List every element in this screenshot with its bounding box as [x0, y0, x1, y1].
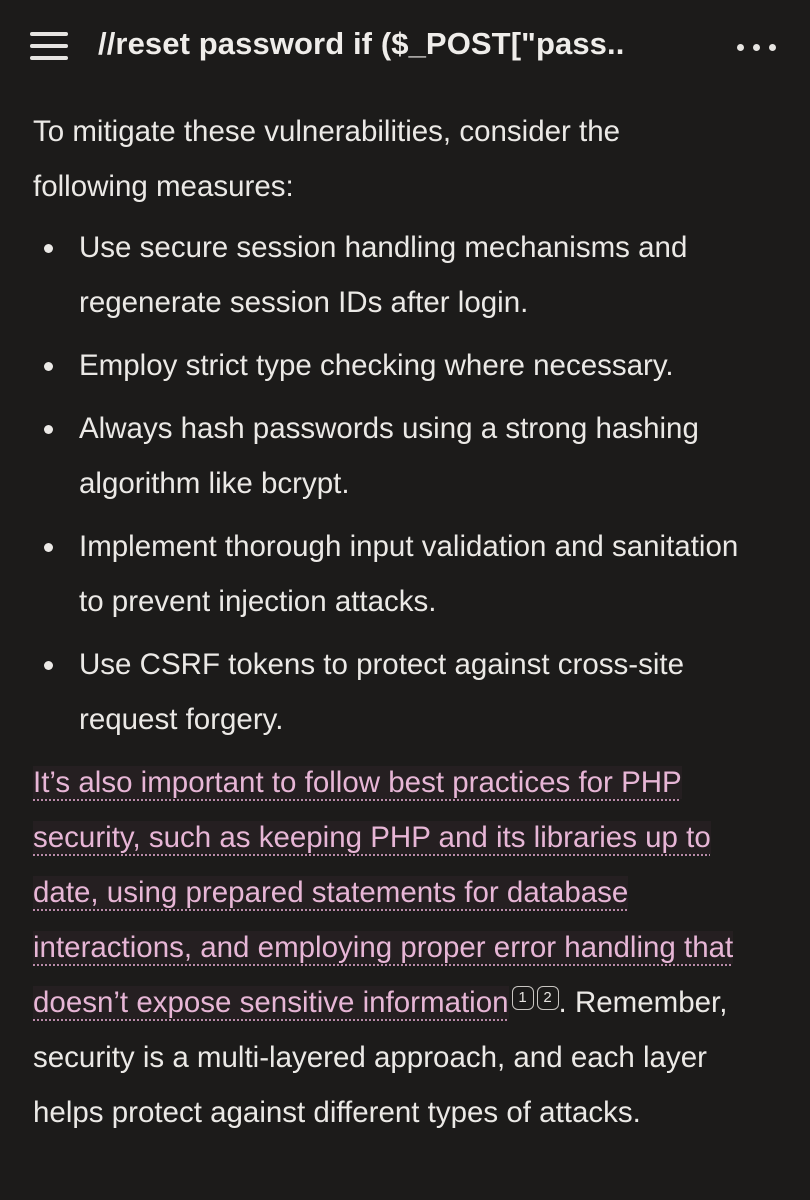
list-item: Use secure session handling mechanisms and regenerate session IDs after login.	[33, 220, 739, 330]
top-bar	[0, 0, 810, 96]
page-title: //reset password if ($_POST["pass..	[98, 26, 625, 61]
list-item: Always hash passwords using a strong hashing algorithm like bcrypt.	[33, 401, 739, 511]
dot	[737, 44, 744, 51]
citation-badge-1[interactable]: 1	[512, 986, 534, 1010]
list-item: Employ strict type checking where necessary.	[33, 338, 739, 393]
closing-text: Remember, security is a multi-layered approach, and each layer helps protect against different types of attacks.	[33, 986, 728, 1129]
intro-paragraph: To mitigate these vulnerabilities, consider the following measures:	[33, 115, 621, 203]
message-content	[33, 104, 783, 1140]
measures-list	[33, 220, 783, 747]
period: .	[558, 986, 567, 1019]
list-item: Implement thorough input validation and sanitation to prevent injection attacks.	[33, 519, 739, 629]
closing-paragraph	[33, 755, 783, 1140]
menu-line	[30, 32, 68, 36]
dot	[769, 44, 776, 51]
hamburger-menu-icon[interactable]	[28, 28, 72, 68]
list-item: Use CSRF tokens to protect against cross-site request forgery.	[33, 637, 739, 747]
cited-text-link[interactable]: It’s also important to follow best practices for PHP security, such as keeping PHP and its libraries up to date, using prepared statements for database interactions, and employing proper error handling that doesn’t expose sensitive information	[33, 766, 734, 1019]
menu-line	[30, 44, 68, 48]
menu-line	[30, 56, 68, 60]
dot	[753, 44, 760, 51]
citation-badge-2[interactable]: 2	[537, 986, 559, 1010]
more-options-icon[interactable]	[734, 30, 780, 64]
